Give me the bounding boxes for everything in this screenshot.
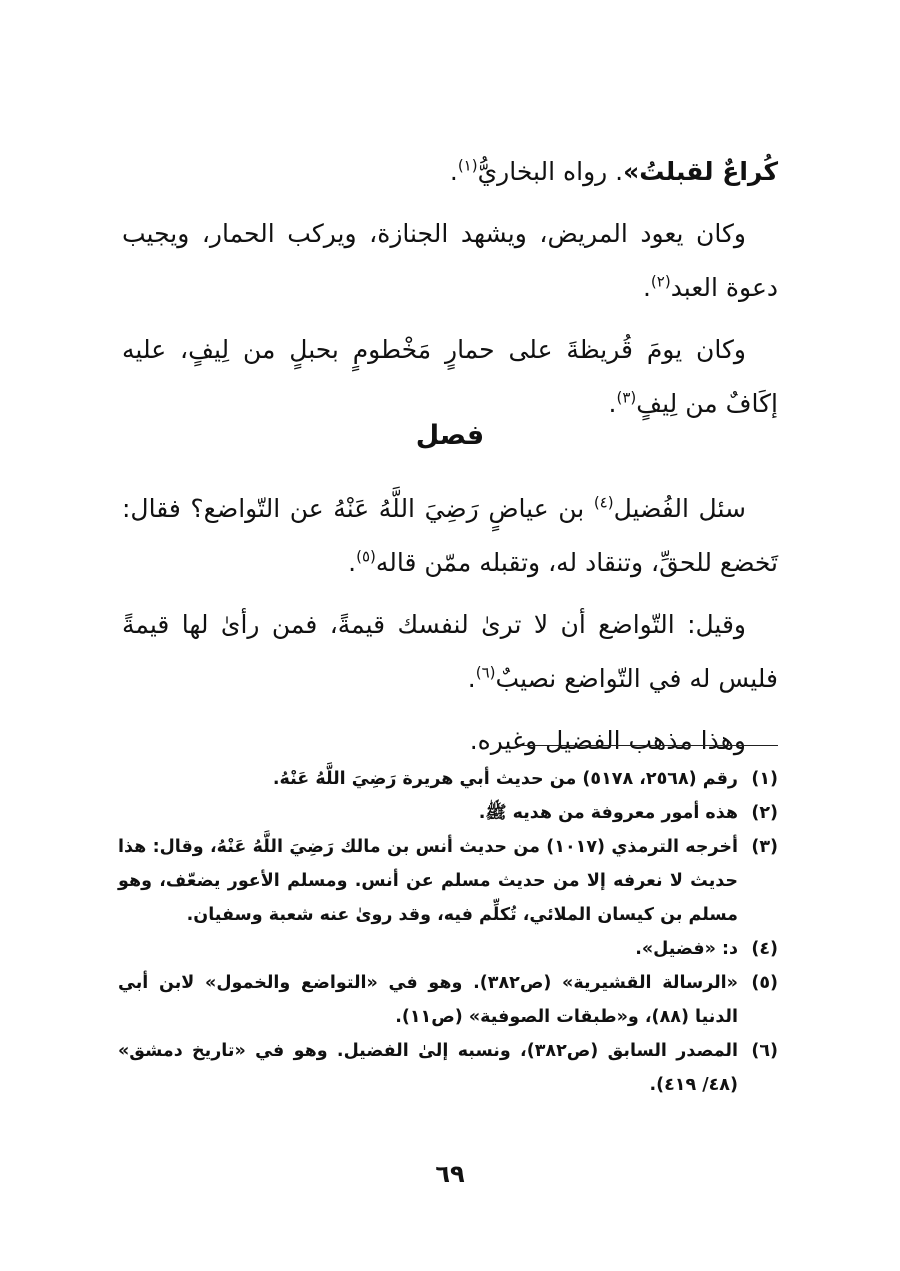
footnote-4	[118, 932, 778, 966]
footnote-6	[118, 1034, 778, 1102]
paragraph-text: وكان يومَ قُريظةَ على حمارٍ مَخْطومٍ بحبلٍ من لِيفٍ، عليه إكَافٌ من لِيفٍ	[122, 335, 778, 418]
footnote-text: هذه أمور معروفة من هديه ﷺ.	[478, 803, 738, 823]
paragraph-text: وكان يعود المريض، ويشهد الجنازة، ويركب الحمار، ويجيب دعوة العبد	[122, 219, 778, 302]
footnote-ref-1[interactable]: (١)	[457, 156, 478, 175]
paragraph-text: بن عياضٍ رَضِيَ اللَّهُ عَنْهُ عن التّواضع؟ فقال: تَخضع للحقِّ، وتنقاد له، وتقبله ممّن قاله	[122, 494, 778, 577]
footnotes	[118, 762, 778, 1102]
footnote-ref-3[interactable]: (٣)	[616, 388, 637, 407]
punctuation: .	[348, 548, 357, 577]
footnote-ref-4[interactable]: (٤)	[593, 493, 614, 512]
paragraph-text: سئل الفُضيل	[613, 494, 746, 523]
paragraph-visiting-sick	[122, 207, 778, 315]
paragraph-qurayza	[122, 323, 778, 431]
footnote-text: د: «فضيل».	[635, 939, 738, 959]
footnote-ref-2[interactable]: (٢)	[650, 272, 671, 291]
footnote-number: (٣)	[751, 837, 778, 857]
main-text-top	[122, 145, 778, 439]
footnote-number: (٦)	[751, 1041, 778, 1061]
footnote-5	[118, 966, 778, 1034]
main-text-bottom	[122, 482, 778, 776]
footnote-text: أخرجه الترمذي (١٠١٧) من حديث أنس بن مالك رَضِيَ اللَّهُ عَنْهُ، وقال: هذا حديث لا نعرفه إلا من حديث مسلم عن أنس. ومسلم الأعور يضعّف، وهو مسلم بن كيسان الملائي، تُكلِّم فيه، وقد روىٰ عنه شعبة وسفيان.	[118, 837, 738, 925]
footnote-ref-5[interactable]: (٥)	[356, 547, 376, 566]
footnote-text: «الرسالة القشيرية» (ص٣٨٢). وهو في «التواضع والخمول» لابن أبي الدنيا (٨٨)، و«طبقات الصوفية» (ص١١).	[118, 973, 738, 1027]
page-number: ٦٩	[435, 1160, 465, 1188]
paragraph-text: وهذا مذهب الفضيل وغيره.	[469, 726, 746, 755]
punctuation: .	[467, 664, 476, 693]
footnote-number: (٢)	[751, 803, 778, 823]
footnote-separator	[518, 745, 778, 746]
footnote-3	[118, 830, 778, 932]
punctuation: .	[608, 389, 617, 418]
hadith-quote-end: كُراعٌ لقبلتُ»	[623, 157, 778, 186]
paragraph-hadith-end	[122, 145, 778, 199]
narration-source: . رواه البخاريُّ	[477, 157, 624, 186]
paragraph-fudayl-question	[122, 482, 778, 590]
paragraph-text: وقيل: التّواضع أن لا ترىٰ لنفسك قيمةً، فمن رأىٰ لها قيمةً فليس له في التّواضع نصيبٌ	[122, 610, 778, 693]
footnote-number: (١)	[751, 769, 778, 789]
punctuation: .	[449, 157, 458, 186]
paragraph-humility-definition	[122, 598, 778, 706]
section-heading: فصل	[415, 420, 485, 451]
footnote-number: (٤)	[751, 939, 778, 959]
footnote-2	[118, 796, 778, 830]
footnote-1	[118, 762, 778, 796]
footnote-text: رقم (٢٥٦٨، ٥١٧٨) من حديث أبي هريرة رَضِيَ اللَّهُ عَنْهُ.	[272, 769, 738, 789]
footnote-number: (٥)	[751, 973, 778, 993]
footnote-text: المصدر السابق (ص٣٨٢)، ونسبه إلىٰ الفضيل. وهو في «تاريخ دمشق» (٤٨/ ٤١٩).	[118, 1041, 738, 1095]
punctuation: .	[642, 273, 651, 302]
paragraph-madhhab	[122, 714, 778, 768]
footnote-ref-6[interactable]: (٦)	[475, 663, 496, 682]
